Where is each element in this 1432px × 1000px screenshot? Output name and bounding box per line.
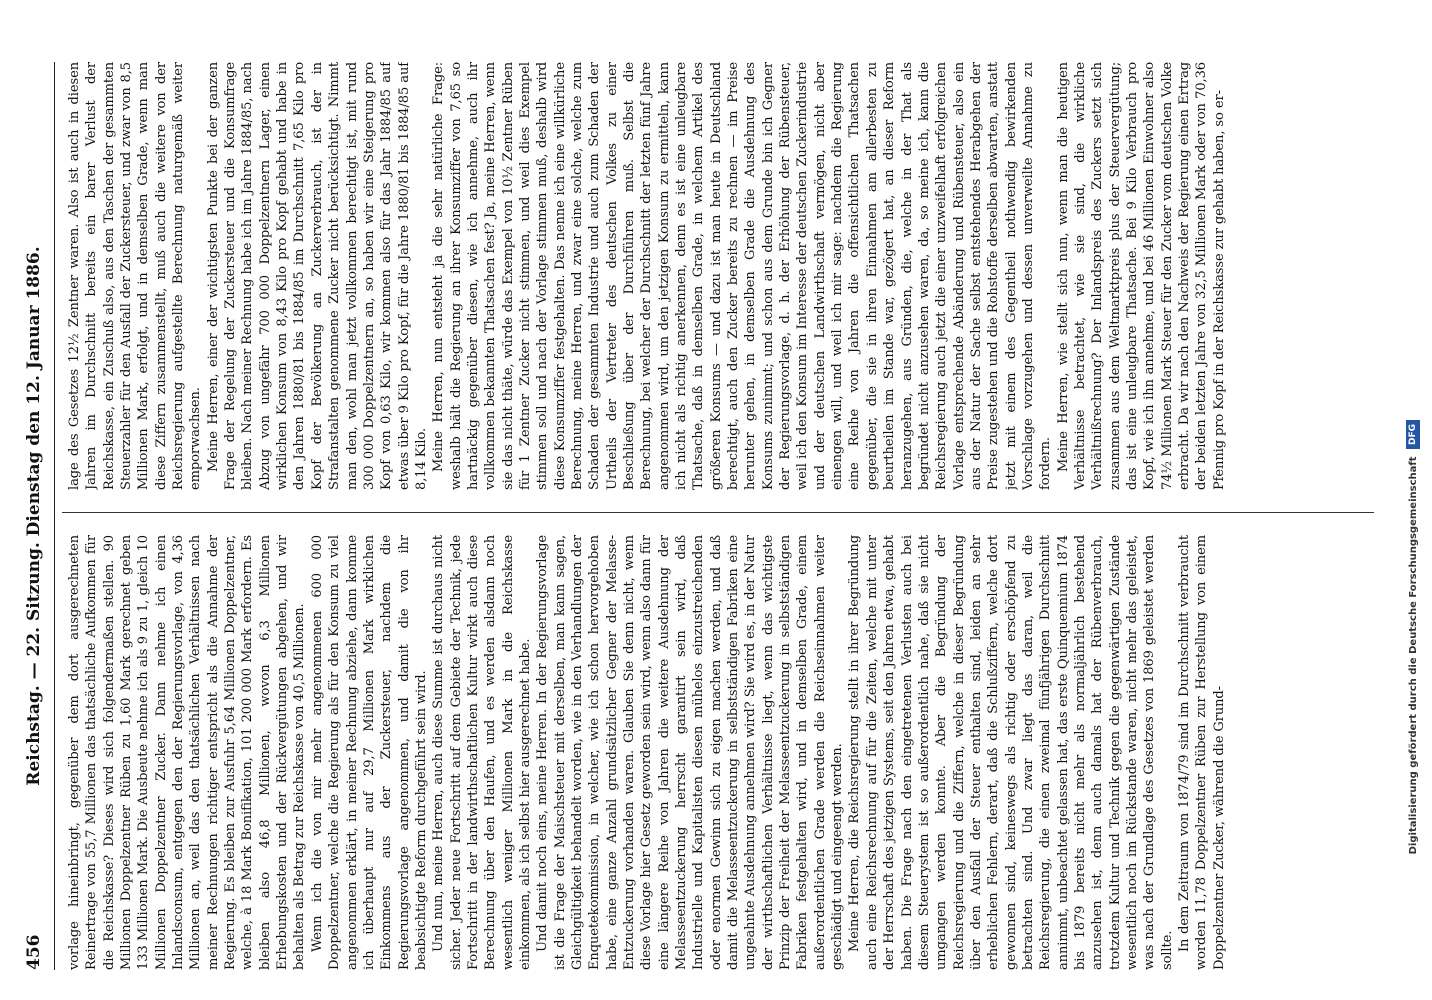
paragraph: Meine Herren, wie stellt sich nun, wenn man die heutigen Verhältnisse betrachtet, wie sie sind, die wirkliche Verhältnißrechnung? Der Inlandspreis des Zuckers setzt sich zusammen aus dem Weltmarktpreis plus der Steuervergütung; das ist eine unleugbare Thatsache. Bei 9 Kilo Verbrauch pro Kopf, wie ich ihn annehme, und bei 46 Millionen Einwohner also 74½ Millionen Mark Steuer für den Zucker vom deutschen Volke erbracht. Da wir nach den Nachweis der Regierung einen Ertrag der beiden letzten Jahre von 32,5 Millionen Mark oder von 70,36 Pfennig pro Kopf in der Reichskasse zur gehabt haben, so er-	[1055, 62, 1227, 490]
credit-text: Digitalisierung gefördert durch die Deutsche Forschungsgemeinschaft	[1408, 456, 1419, 855]
text-column-right	[66, 62, 1372, 490]
text-column-left	[66, 535, 1372, 970]
paragraph: lage des Gesetzes 12½ Zentner waren. Also ist auch in diesen Jahren im Durchschnitt bereits ein barer Verlust der Reichskasse, ein Zuschuß also, aus den Taschen der gesammten Steuerzahler für den Ausfall der Zuckersteuer, und zwar von 8,5 Millionen Mark, erfolgt, und in demselben Grade, wenn man diese Ziffern zusammenstellt, muß auch die weitere von der Reichsregierung aufgestellte Berechnung naturgemäß weiter emporwachsen.	[67, 62, 204, 490]
dfg-logo: DFG	[1406, 420, 1420, 449]
running-head	[24, 62, 50, 970]
paragraph: Meine Herren, die Reichsregierung stellt in ihrer Begründung auch eine Reichsrechnung auf für die Zeiten, welche mit unter der Herrschaft des jetzigen Systems, seit den Jahren etwa, gehabt haben. Die Frage nach den eingetretenen Verlusten auch bei diesem Steuerystem ist so außerordentlich nahe, daß sie nicht umgangen werden konnte. Aber die Begründung der Reichsregierung und die Ziffern, welche in dieser Begründung über den Ausfall der Steuer enthalten sind, leiden an sehr erheblichen Fehlern, derart, daß die Schlußziffern, welche dort gewonnen sind, keineswegs als richtig oder erschöpfend zu betrachten sind. Und zwar liegt das daran, weil die Reichsregierung, die einen zweimal fünfjährigen Durchschnitt annimmt, unbeachtet gelassen hat, das erste Quinquennium 1874 bis 1879 bereits nicht mehr als normaljährlich bestehend anzusehen ist, denn auch damals hat der Rübenverbrauch, trotzdem Kultur und Technik gegen die gegenwärtigen Zustände wesentlich noch im Rückstande waren, nicht mehr das geleistet, was nach der Grundlage des Gesetzes von 1869 geleistet werden sollte.	[847, 535, 1175, 970]
paragraph: Und nun, meine Herren, auch diese Summe ist durchaus nicht sicher. Jeder neue Fortschritt auf dem Gebiete der Technik, jede Fortschritt in der landwirthschaftlichen Kultur wirkt auch diese Berechnung über den Haufen, und es werden alsdann noch wesentlich weniger Millionen Mark in die Reichskasse einkommen, als ich selbst hier ausgerechnet habe.	[431, 535, 533, 970]
paragraph: vorlage hineinbringt, gegenüber dem dort ausgerechneten Reinertrage von 55,7 Millionen das thatsächliche Aufkommen für die Reichskasse? Dieses wird sich folgendermaßen stellen. 90 Millionen Doppelzentner Rüben zu 1,60 Mark gerechnet geben 133 Millionen Mark. Die Ausbeute nehme ich als 9 zu 1, gleich 10 Millionen Doppelzentner Zucker. Dann nehme ich einen Inlandsconsum, entgegen den der Regierungsvorlage, von 4,36 Millionen an, weil das den thatsächlichen Verhältnissen nach meiner Rechnungen richtiger entspricht als die Annahme der Regierung. Es bleiben zur Ausfuhr 5,64 Millionen Doppelzentner, welche, à 18 Mark Bonifikation, 101 200 000 Mark erfordern. Es bleiben also 46,8 Millionen, wovon 6,3 Millionen Erhebungskosten und der Rückvergütungen abgehen, und wir behalten als Betrag zur Reichskasse von 40,5 Millionen.	[67, 535, 308, 970]
running-title: Reichstag. — 22. Sitzung. Dienstag den 12. Januar 1886.	[24, 246, 44, 786]
paragraph: Meine Herren, einer der wichtigsten Punkte bei der ganzen Frage der Regelung der Zuckersteuer und die Konsumfrage bleiben. Nach meiner Rechnung habe ich im Jahre 1884/85, nach Abzug von ungefähr 700 000 Doppelzentnern Lager, einen wirklichen Konsum von 8,43 Kilo pro Kopf gehabt und habe in den Jahren 1880/81 bis 1884/85 im Durchschnitt 7,65 Kilo pro Kopf der Bevölkerung an Zuckerverbrauch, ist der in Strafanstalten genommene Zucker nicht berücksichtigt. Nimmt man den, wohl man jetzt vollkommen berechtigt ist, mit rund 300 000 Doppelzentnern an, so haben wir eine Steigerung pro Kopf von 0,63 Kilo, wir kommen also für das Jahr 1884/85 auf etwas über 9 Kilo pro Kopf, für die Jahre 1880/81 bis 1884/85 auf 8,14 Kilo.	[205, 62, 429, 490]
paragraph: Wenn ich die von mir mehr angenommenen 600 000 Doppelzentner, welche die Regierung als für den Konsum zu viel angenommen erklärt, in meiner Rechnung abziehe, dann komme ich überhaupt nur auf 29,7 Millionen Mark wirklichen Einkommens aus der Zuckersteuer, nachdem die Regierungsvorlage angenommen, und damit die von ihr beabsichtigte Reform durchgeführt sein wird.	[309, 535, 429, 970]
header-rule	[54, 62, 55, 970]
paragraph: Und damit noch eins, meine Herren. In der Regierungsvorlage ist die Frage der Maischsteuer mit derselben, man kann sagen, Gleichgültigkeit behandelt worden, wie in den Verhandlungen der Enquetekommission, in welcher, wie ich schon hervorgehoben habe, eine ganze Anzahl grundsätzlicher Gegner der Melasse-Entzuckerung vorhanden waren. Glauben Sie denn nicht, wenn diese Vorlage hier Gesetz geworden sein wird, wenn also dann für eine längere Reihe von Jahren die weitere Ausdehnung der Melasseentzuckerung herrscht garantirt sein wird, daß Industrielle und Kapitalisten diesen mühelos einzustreichenden oder enormen Gewinn sich zu eigen machen werden, und daß damit die Melasseentzuckerung in selbstständigen Fabriken eine ungeahnte Ausdehnung annehmen wird? Sie wird es, in der Natur der wirthschaftlichen Verhältnisse liegt, wenn das wichtigste Prinzip der Freiheit der Melasseentzuckerung in selbstständigen Fabriken festgehalten wird, und in demselben Grade, einem außerordentlichen Grade werden die Reichseinnahmen weiter geschädigt und eingeengt werden.	[535, 535, 846, 970]
credit-text-wrap	[1404, 420, 1424, 980]
page-number: 456	[24, 934, 44, 970]
paragraph: In dem Zeitraum von 1874/79 sind im Durchschnitt verbraucht worden 11,78 Doppelzentner Rüben zur Herstellung von einem Doppelzentner Zucker, während die Grund-	[1177, 535, 1227, 970]
digitization-credit	[1404, 420, 1424, 980]
column-divider	[62, 512, 1374, 513]
paragraph: Meine Herren, nun entsteht ja die sehr natürliche Frage: weshalb hält die Regierung an ihrer Konsumziffer von 7,65 so hartnäckig gegenüber diesen, wie ich annehme, auch ihr vollkommen bekannten Thatsachen fest? Ja, meine Herren, wenn sie das nicht thäte, würde das Exempel von 10½ Zentner Rüben für 1 Zentner Zucker nicht stimmen, und weil dies Exempel stimmen soll und nach der Vorlage stimmen muß, deshalb wird diese Konsumziffer festgehalten. Das nenne ich eine willkürliche Berechnung, meine Herren, und zwar eine solche, welche zum Schaden der gesammten Industrie und auch zum Schaden der Urtheils der Vertreter des deutschen Volkes zu einer Beschließung über der Durchführen muß. Selbst die Berechnung, bei welcher der Durchschnitt der letzten fünf Jahre angenommen wird, um den jetzigen Konsum zu ermitteln, kann ich nicht als richtig anerkennen, denn es ist eine unleugbare Thatsache, daß in demselben Grade, in welchem Artikel des größeren Konsums — und dazu ist man heute in Deutschland berechtigt, auch den Zucker bereits zu rechnen — im Preise herunter gehen, in demselben Grade die Ausdehnung des Konsums zunimmt; und schon aus dem Grunde bin ich Gegner der Regierungsvorlage, d. h. der Erhöhung der Rübensteuer, weil ich den Konsum im Interesse der deutschen Zuckerindustrie und der deutschen Landwirthschaft vermögen, nicht aber einengen will, und weil ich mir sage: nachdem die Regierung eine Reihe von Jahren die offensichtlichen Thatsachen gegenüber, die sie in ihren Einnahmen am allerbesten zu beurtheilen im Stande war, gezögert hat, an dieser Reform heranzugehen, aus Gründen, die, welche in der That als begründet nicht anzusehen waren, da, so meine ich, kann die Reichsregierung auch jetzt die einer unzweifelhaft erfolgreichen Vorlage entsprechende Abänderung und Rübensteuer, also ein aus der Natur der Sache selbst entstehendes Herabgehen der Preise zugestehen und die Rohstoffe derselben abwarten, anstatt jetzt mit einem des Gegentheil nothwendig bewirkenden Vorschlage vorzugehen und dessen unverweilte Annahme zu fordern.	[431, 62, 1054, 490]
